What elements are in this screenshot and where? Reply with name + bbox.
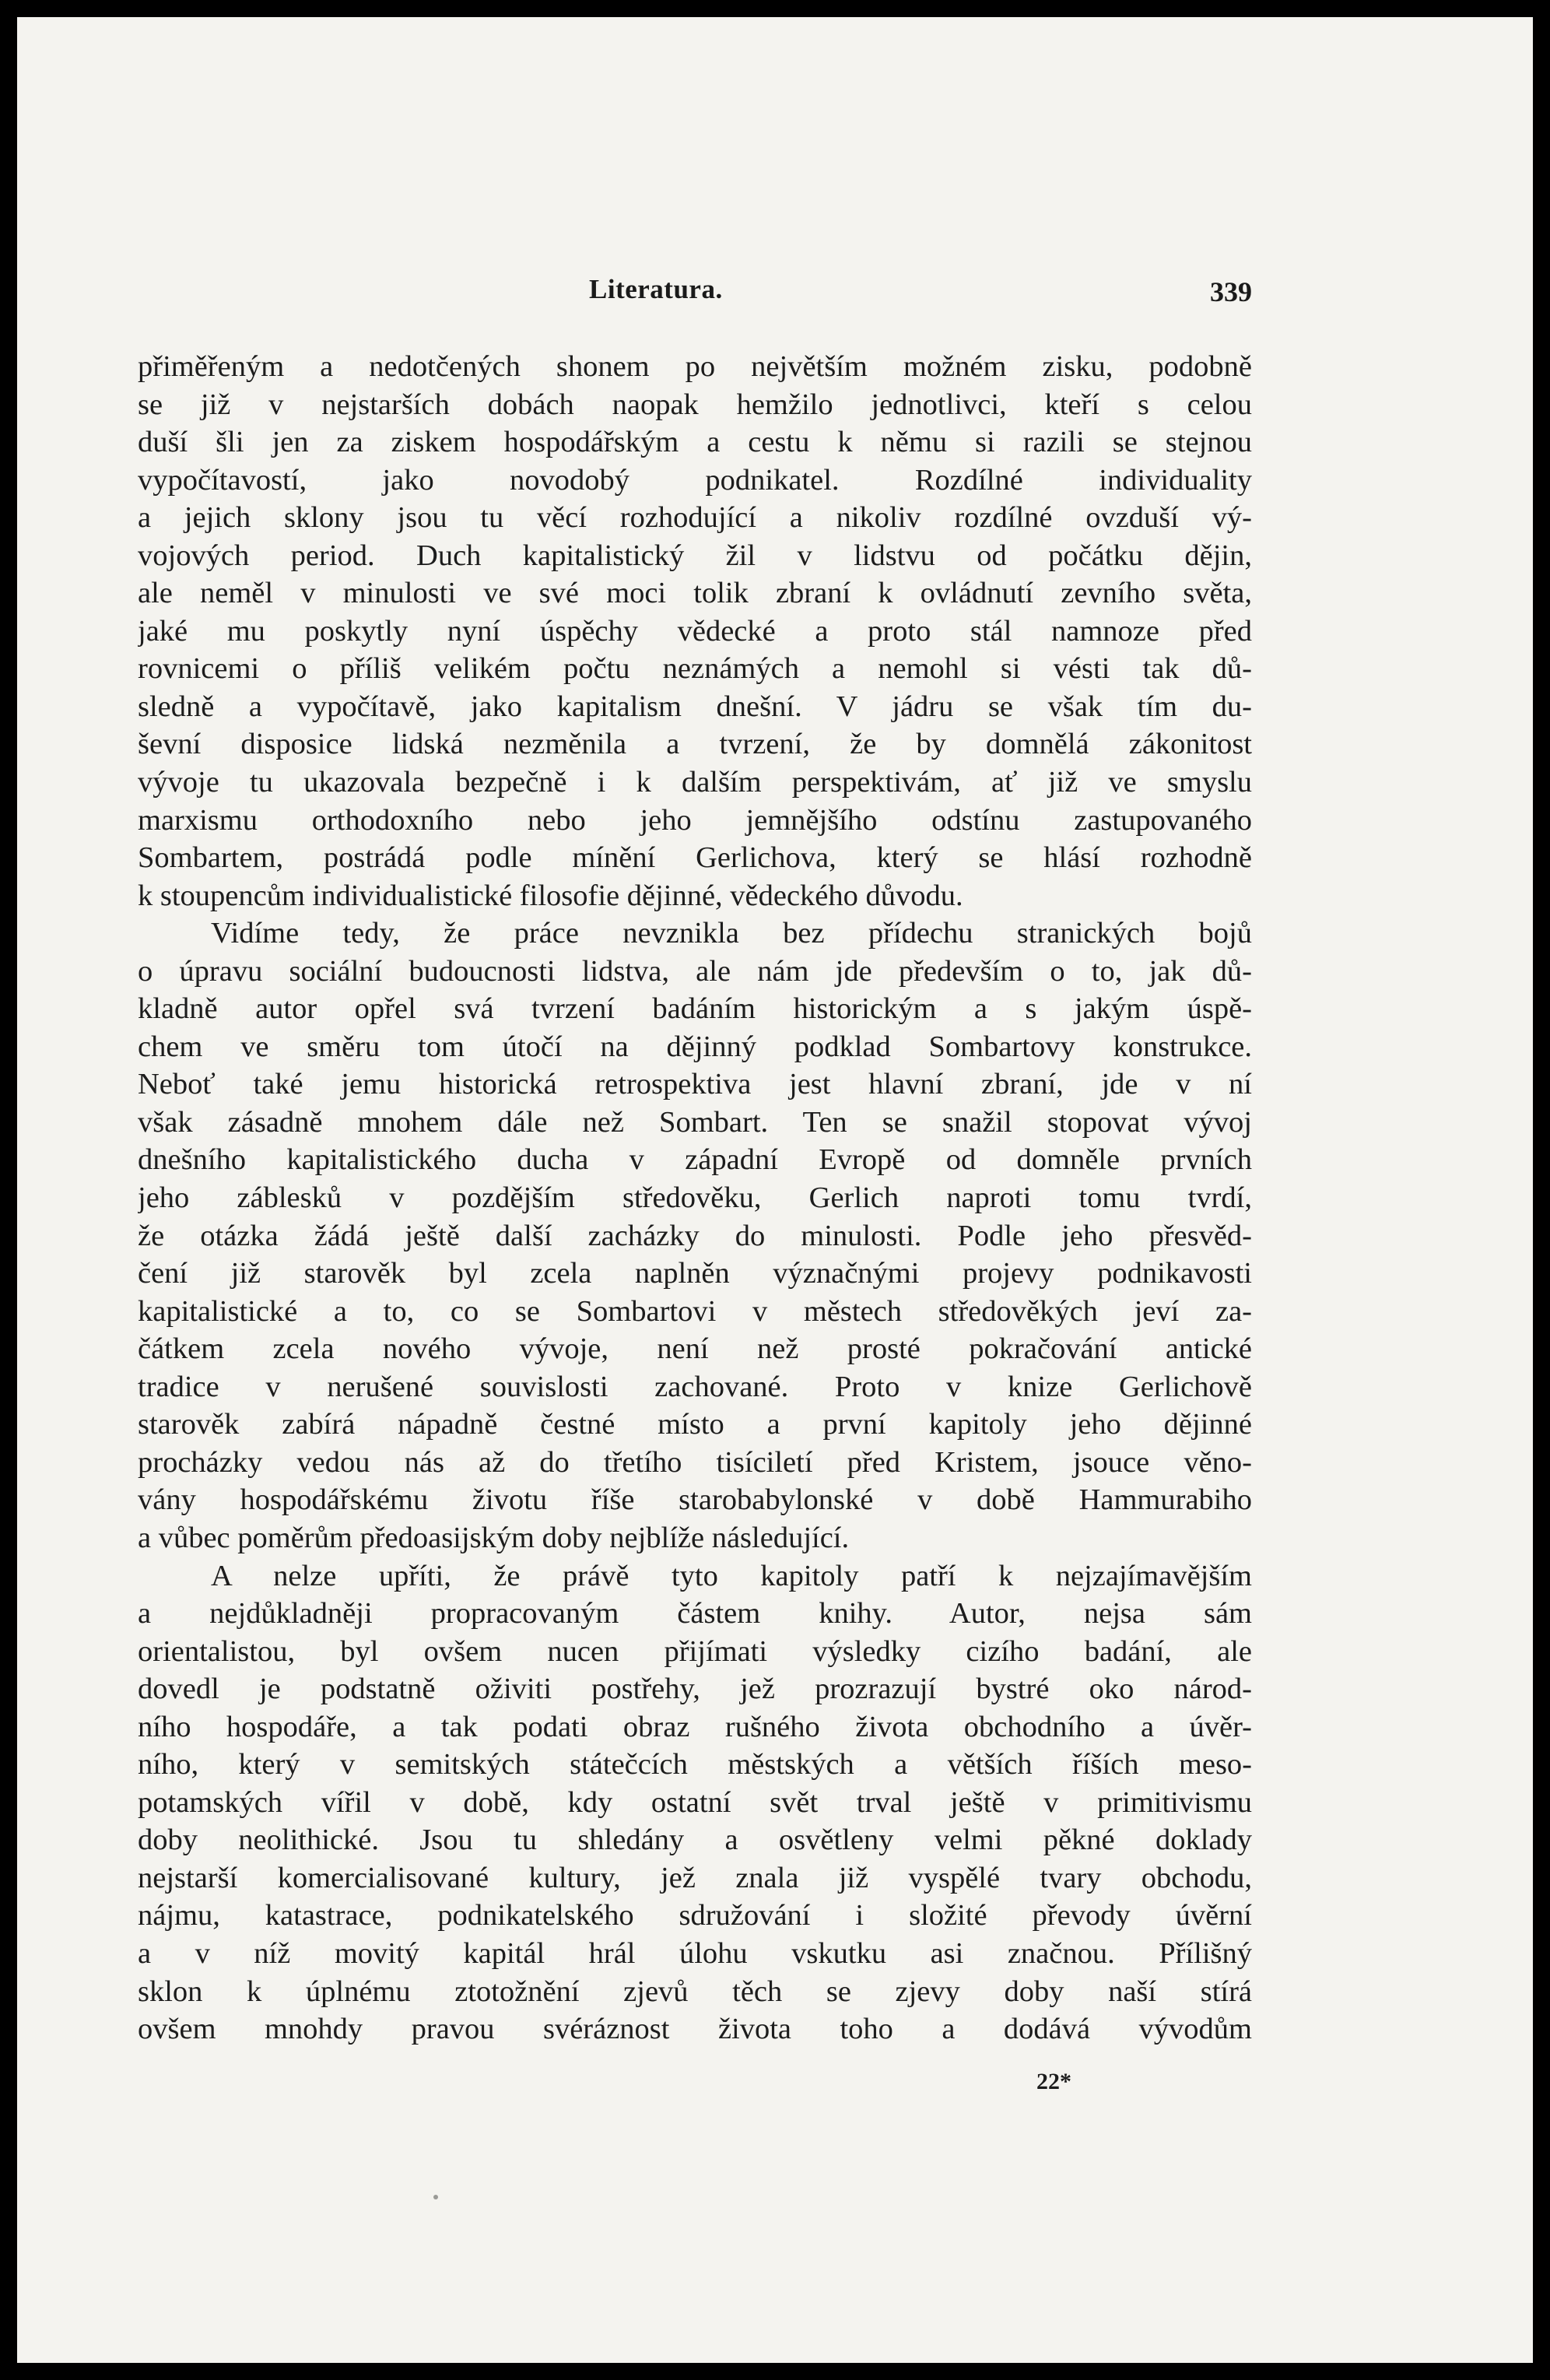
text-line: procházky vedou nás až do třetího tisíciletí před Kristem, jsouce věno- bbox=[138, 1445, 1252, 1479]
book-page bbox=[17, 17, 1533, 2363]
page-number: 339 bbox=[1210, 276, 1252, 307]
paper-speck bbox=[433, 2195, 438, 2199]
text-line: nájmu, katastrace, podnikatelského sdružování i složité převody úvěrní bbox=[138, 1899, 1252, 1932]
text-line: marxismu orthodoxního nebo jeho jemnějšího odstínu zastupovaného bbox=[138, 803, 1252, 837]
text-line: orientalistou, byl ovšem nucen přijímati výsledky cizího badání, ale bbox=[138, 1634, 1252, 1668]
text-line: starověk zabírá nápadně čestné místo a první kapitoly jeho dějinné bbox=[138, 1408, 1252, 1441]
text-line: jaké mu poskytly nyní úspěchy vědecké a proto stál namnoze před bbox=[138, 614, 1252, 648]
text-line: že otázka žádá ještě další zacházky do minulosti. Podle jeho přesvěd- bbox=[138, 1219, 1252, 1252]
body-text bbox=[138, 348, 1252, 2048]
text-line: Sombartem, postrádá podle mínění Gerlichova, který se hlásí rozhodně bbox=[138, 841, 1252, 875]
text-line: ního, který v semitských státečcích městských a větších říších meso- bbox=[138, 1748, 1252, 1781]
text-line: vypočítavostí, jako novodobý podnikatel. Rozdílné individuality bbox=[138, 463, 1252, 497]
text-line: ale neměl v minulosti ve své moci tolik zbraní k ovládnutí zevního světa, bbox=[138, 577, 1252, 610]
page-header bbox=[138, 274, 1252, 313]
text-line: vojových period. Duch kapitalistický žil v lidstvu od počátku dějin, bbox=[138, 539, 1252, 572]
signature-mark: 22* bbox=[1036, 2069, 1071, 2094]
text-line: dnešního kapitalistického ducha v západní Evropě od domněle prvních bbox=[138, 1143, 1252, 1177]
paragraph-start-line: Vidíme tedy, že práce nevznikla bez přídechu stranických bojů bbox=[211, 917, 1252, 950]
text-line: Neboť také jemu historická retrospektiva jest hlavní zbraní, jde v ní bbox=[138, 1068, 1252, 1101]
text-line: přiměřeným a nedotčených shonem po největším možném zisku, podobně bbox=[138, 350, 1252, 383]
text-line: ševní disposice lidská nezměnila a tvrzení, že by domnělá zákonitost bbox=[138, 728, 1252, 761]
text-line: kapitalistické a to, co se Sombartovi v městech středověkých jeví za- bbox=[138, 1294, 1252, 1328]
text-line: doby neolithické. Jsou tu shledány a osvětleny velmi pěkné doklady bbox=[138, 1824, 1252, 1857]
text-line: a v níž movitý kapitál hrál úlohu vskutku asi značnou. Přílišný bbox=[138, 1936, 1252, 1970]
text-line: čení již starověk byl zcela naplněn význačnými projevy podnikavosti bbox=[138, 1257, 1252, 1290]
text-line: však zásadně mnohem dále než Sombart. Ten se snažil stopovat vývoj bbox=[138, 1105, 1252, 1139]
text-line: dovedl je podstatně oživiti postřehy, jež prozrazují bystré oko národ- bbox=[138, 1673, 1252, 1706]
text-line: rovnicemi o příliš velikém počtu neznámých a nemohl si vésti tak dů- bbox=[138, 652, 1252, 686]
text-line: ovšem mnohdy pravou svéráznost života toho a dodává vývodům bbox=[138, 2013, 1252, 2046]
paragraph-start-line: A nelze upříti, že právě tyto kapitoly patří k nejzajímavějším bbox=[211, 1559, 1252, 1592]
text-line: chem ve směru tom útočí na dějinný podklad Sombartovy konstrukce. bbox=[138, 1030, 1252, 1063]
text-line: sklon k úplnému ztotožnění zjevů těch se zjevy doby naší stírá bbox=[138, 1975, 1252, 2008]
text-line: vány hospodářskému životu říše starobabylonské v době Hammurabiho bbox=[138, 1483, 1252, 1517]
text-line: kladně autor opřel svá tvrzení badáním historickým a s jakým úspě- bbox=[138, 992, 1252, 1026]
paragraph-end-line: k stoupencům individualistické filosofie dějinné, vědeckého důvodu. bbox=[138, 879, 963, 912]
text-line: jeho záblesků v pozdějším středověku, Gerlich naproti tomu tvrdí, bbox=[138, 1181, 1252, 1215]
running-title: Literatura. bbox=[589, 274, 723, 304]
text-line: duší šli jen za ziskem hospodářským a cestu k němu si razili se stejnou bbox=[138, 426, 1252, 459]
text-line: sledně a vypočítavě, jako kapitalism dnešní. V jádru se však tím du- bbox=[138, 690, 1252, 723]
text-line: se již v nejstarších dobách naopak hemžilo jednotlivci, kteří s celou bbox=[138, 388, 1252, 421]
text-line: a nejdůkladněji propracovaným částem knihy. Autor, nejsa sám bbox=[138, 1597, 1252, 1631]
text-line: potamských vířil v době, kdy ostatní svět trval ještě v primitivismu bbox=[138, 1785, 1252, 1819]
text-line: o úpravu sociální budoucnosti lidstva, ale nám jde především o to, jak dů- bbox=[138, 954, 1252, 988]
text-line: nejstarší komercialisované kultury, jež znala již vyspělé tvary obchodu, bbox=[138, 1861, 1252, 1894]
text-line: a jejich sklony jsou tu věcí rozhodující a nikoliv rozdílné ovzduší vý- bbox=[138, 501, 1252, 535]
text-line: vývoje tu ukazovala bezpečně i k dalším perspektivám, ať již ve smyslu bbox=[138, 766, 1252, 799]
text-line: čátkem zcela nového vývoje, není než prosté pokračování antické bbox=[138, 1332, 1252, 1366]
paragraph-end-line: a vůbec poměrům předoasijským doby nejblíže následující. bbox=[138, 1521, 850, 1554]
text-line: ního hospodáře, a tak podati obraz rušného života obchodního a úvěr- bbox=[138, 1710, 1252, 1743]
text-line: tradice v nerušené souvislosti zachované. Proto v knize Gerlichově bbox=[138, 1370, 1252, 1403]
